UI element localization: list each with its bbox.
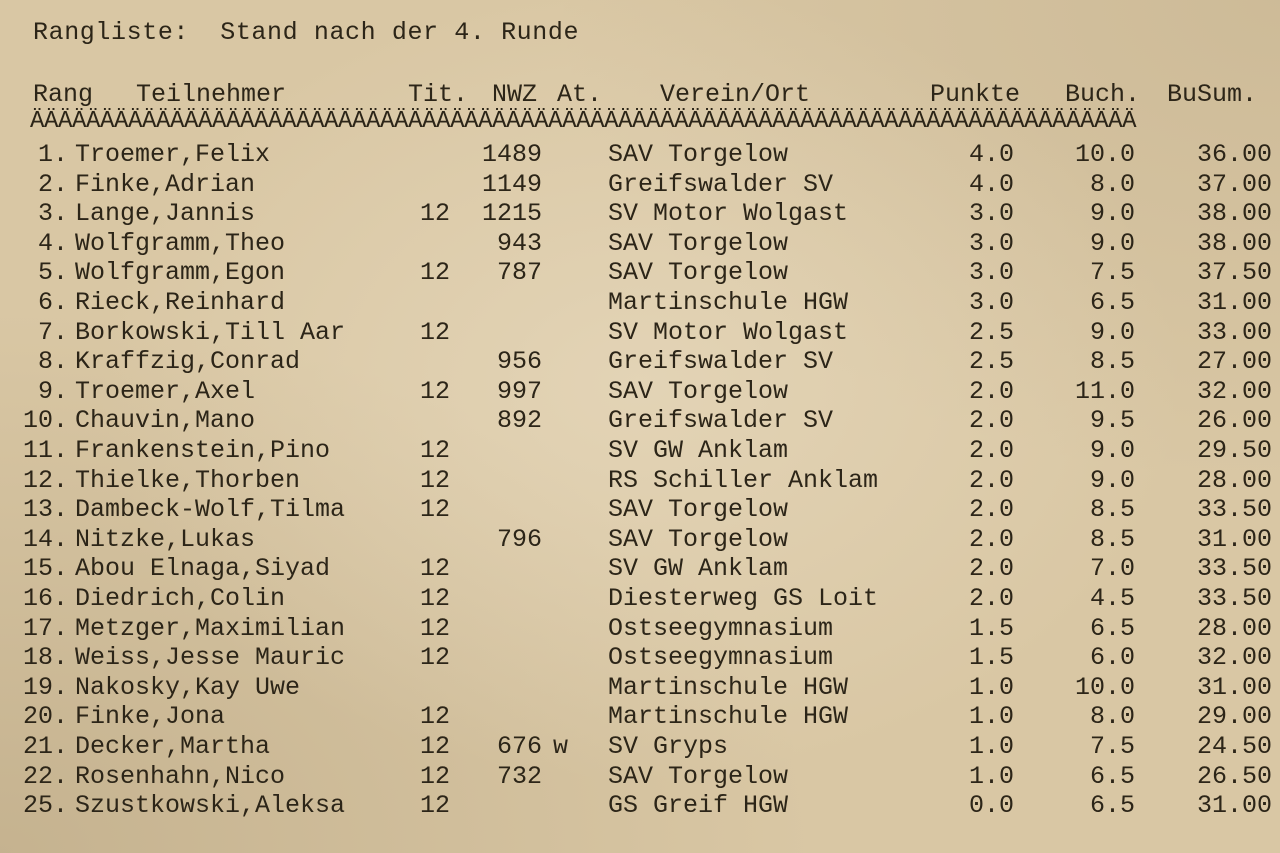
participant-name-cell: Chauvin,Mano xyxy=(75,406,256,436)
club-cell: Martinschule HGW xyxy=(608,288,849,317)
table-row xyxy=(0,170,1280,200)
points-cell: 1.0 xyxy=(968,732,1014,761)
club-cell: SAV Torgelow xyxy=(608,495,789,525)
table-row xyxy=(0,732,1280,762)
club-cell: Diesterweg GS Loit xyxy=(608,584,879,613)
participant-name-cell: Rieck,Reinhard xyxy=(75,288,286,317)
title-cell: 12 xyxy=(420,732,451,761)
table-row xyxy=(0,495,1280,525)
title-cell: 12 xyxy=(420,643,451,673)
club-cell: Greifswalder SV xyxy=(608,347,834,377)
participant-name-cell: Troemer,Axel xyxy=(75,376,256,406)
participant-name-cell: Weiss,Jesse Mauric xyxy=(75,643,346,673)
buchholz-cell: 9.0 xyxy=(1089,228,1135,258)
rating-cell: 787 xyxy=(496,258,542,288)
points-cell: 2.0 xyxy=(968,376,1014,406)
rank-cell: 4. xyxy=(37,228,68,258)
buchholz-sum-cell: 32.00 xyxy=(1196,643,1272,673)
points-cell: 3.0 xyxy=(968,258,1014,288)
header-divider: ÄÄÄÄÄÄÄÄÄÄÄÄÄÄÄÄÄÄÄÄÄÄÄÄÄÄÄÄÄÄÄÄÄÄÄÄÄÄÄÄÄÄÄÄÄÄÄÄÄÄÄÄÄÄÄÄÄÄÄÄÄÄÄÄÄÄÄÄÄÄÄÄÄÄÄÄÄÄÄ xyxy=(30,108,1137,135)
club-cell: SAV Torgelow xyxy=(608,258,789,288)
table-row xyxy=(0,554,1280,584)
buchholz-sum-cell: 38.00 xyxy=(1196,199,1272,229)
buchholz-cell: 6.5 xyxy=(1089,791,1135,821)
rank-cell: 1. xyxy=(37,140,68,169)
club-cell: Greifswalder SV xyxy=(608,406,834,436)
participant-name-cell: Frankenstein,Pino xyxy=(75,436,331,465)
points-cell: 4.0 xyxy=(968,169,1014,199)
title-cell: 12 xyxy=(420,495,451,525)
buchholz-cell: 6.5 xyxy=(1089,288,1135,317)
buchholz-sum-cell: 37.00 xyxy=(1196,169,1272,199)
participant-name-cell: Diedrich,Colin xyxy=(75,584,286,613)
rank-cell: 3. xyxy=(37,199,68,229)
table-row xyxy=(0,762,1280,792)
club-cell: GS Greif HGW xyxy=(608,791,789,821)
points-cell: 2.0 xyxy=(968,584,1014,613)
rank-cell: 17. xyxy=(22,613,68,643)
buchholz-cell: 8.5 xyxy=(1089,347,1135,377)
table-row xyxy=(0,199,1280,229)
buchholz-cell: 4.5 xyxy=(1089,584,1135,613)
points-cell: 1.0 xyxy=(968,761,1014,791)
rank-cell: 15. xyxy=(22,554,68,584)
title-cell: 12 xyxy=(420,613,451,643)
points-cell: 3.0 xyxy=(968,228,1014,258)
buchholz-sum-cell: 33.00 xyxy=(1196,317,1272,347)
buchholz-cell: 9.0 xyxy=(1089,436,1135,465)
rating-cell: 1149 xyxy=(481,169,542,199)
rating-cell: 1215 xyxy=(481,199,542,229)
buchholz-cell: 8.0 xyxy=(1089,169,1135,199)
buchholz-cell: 10.0 xyxy=(1074,672,1135,702)
buchholz-cell: 8.0 xyxy=(1089,702,1135,732)
buchholz-cell: 7.5 xyxy=(1089,732,1135,761)
participant-name-cell: Dambeck-Wolf,Tilma xyxy=(75,495,346,525)
header-at: At. xyxy=(557,80,603,109)
club-cell: SV Motor Wolgast xyxy=(608,317,849,347)
participant-name-cell: Abou Elnaga,Siyad xyxy=(75,554,331,584)
points-cell: 0.0 xyxy=(968,791,1014,821)
buchholz-sum-cell: 36.00 xyxy=(1196,140,1272,169)
buchholz-sum-cell: 33.50 xyxy=(1196,584,1272,613)
table-row xyxy=(0,258,1280,288)
table-row xyxy=(0,436,1280,466)
buchholz-sum-cell: 24.50 xyxy=(1196,732,1272,761)
buchholz-cell: 11.0 xyxy=(1074,376,1135,406)
rank-cell: 13. xyxy=(22,495,68,525)
buchholz-sum-cell: 28.00 xyxy=(1196,613,1272,643)
title-cell: 12 xyxy=(420,554,451,584)
table-row xyxy=(0,614,1280,644)
rank-cell: 11. xyxy=(22,436,68,465)
participant-name-cell: Rosenhahn,Nico xyxy=(75,761,286,791)
buchholz-cell: 8.5 xyxy=(1089,495,1135,525)
points-cell: 2.5 xyxy=(968,347,1014,377)
buchholz-cell: 8.5 xyxy=(1089,524,1135,554)
buchholz-cell: 6.5 xyxy=(1089,761,1135,791)
club-cell: Greifswalder SV xyxy=(608,169,834,199)
points-cell: 3.0 xyxy=(968,288,1014,317)
header-nwz: NWZ xyxy=(492,80,538,109)
title-cell: 12 xyxy=(420,465,451,495)
club-cell: SAV Torgelow xyxy=(608,524,789,554)
rank-cell: 5. xyxy=(37,258,68,288)
title-cell: 12 xyxy=(420,791,451,821)
buchholz-cell: 6.0 xyxy=(1089,643,1135,673)
club-cell: Martinschule HGW xyxy=(608,702,849,732)
table-row xyxy=(0,347,1280,377)
points-cell: 2.0 xyxy=(968,524,1014,554)
participant-name-cell: Borkowski,Till Aar xyxy=(75,317,346,347)
club-cell: SAV Torgelow xyxy=(608,376,789,406)
club-cell: SV Gryps xyxy=(608,732,729,761)
table-row xyxy=(0,791,1280,821)
table-row xyxy=(0,466,1280,496)
title-cell: 12 xyxy=(420,317,451,347)
participant-name-cell: Nitzke,Lukas xyxy=(75,524,256,554)
buchholz-sum-cell: 31.00 xyxy=(1196,791,1272,821)
points-cell: 2.0 xyxy=(968,465,1014,495)
club-cell: Martinschule HGW xyxy=(608,672,849,702)
club-cell: SAV Torgelow xyxy=(608,140,789,169)
table-row xyxy=(0,702,1280,732)
participant-name-cell: Thielke,Thorben xyxy=(75,465,301,495)
rating-cell: 732 xyxy=(496,761,542,791)
header-verein: Verein/Ort xyxy=(660,80,811,109)
rating-cell: 796 xyxy=(496,524,542,554)
buchholz-sum-cell: 33.50 xyxy=(1196,554,1272,584)
rank-cell: 20. xyxy=(22,702,68,732)
club-cell: SAV Torgelow xyxy=(608,228,789,258)
rating-cell: 892 xyxy=(496,406,542,436)
title-cell: 12 xyxy=(420,436,451,465)
buchholz-sum-cell: 32.00 xyxy=(1196,376,1272,406)
rank-cell: 10. xyxy=(22,406,68,436)
points-cell: 2.0 xyxy=(968,436,1014,465)
rating-cell: 997 xyxy=(496,376,542,406)
table-row xyxy=(0,673,1280,703)
table-row xyxy=(0,229,1280,259)
club-cell: RS Schiller Anklam xyxy=(608,465,879,495)
rank-cell: 9. xyxy=(37,376,68,406)
table-row xyxy=(0,406,1280,436)
table-row xyxy=(0,318,1280,348)
title-cell: 12 xyxy=(420,584,451,613)
club-cell: SV Motor Wolgast xyxy=(608,199,849,229)
points-cell: 2.0 xyxy=(968,495,1014,525)
header-busum: BuSum. xyxy=(1167,80,1258,109)
points-cell: 1.0 xyxy=(968,672,1014,702)
participant-name-cell: Metzger,Maximilian xyxy=(75,613,346,643)
buchholz-sum-cell: 26.00 xyxy=(1196,406,1272,436)
buchholz-cell: 7.0 xyxy=(1089,554,1135,584)
points-cell: 2.0 xyxy=(968,554,1014,584)
header-punkte: Punkte xyxy=(930,80,1021,109)
participant-name-cell: Decker,Martha xyxy=(75,732,271,761)
header-buch: Buch. xyxy=(1065,80,1141,109)
buchholz-sum-cell: 33.50 xyxy=(1196,495,1272,525)
participant-name-cell: Finke,Jona xyxy=(75,702,226,732)
title-cell: 12 xyxy=(420,702,451,732)
club-cell: SAV Torgelow xyxy=(608,761,789,791)
title-cell: 12 xyxy=(420,761,451,791)
participant-name-cell: Nakosky,Kay Uwe xyxy=(75,672,301,702)
rank-cell: 19. xyxy=(22,672,68,702)
rank-cell: 14. xyxy=(22,524,68,554)
points-cell: 1.0 xyxy=(968,702,1014,732)
club-cell: Ostseegymnasium xyxy=(608,643,834,673)
rating-cell: 943 xyxy=(496,228,542,258)
buchholz-cell: 6.5 xyxy=(1089,613,1135,643)
buchholz-sum-cell: 27.00 xyxy=(1196,347,1272,377)
points-cell: 1.5 xyxy=(968,613,1014,643)
rank-cell: 21. xyxy=(22,732,68,761)
buchholz-cell: 9.0 xyxy=(1089,317,1135,347)
points-cell: 3.0 xyxy=(968,199,1014,229)
buchholz-sum-cell: 29.00 xyxy=(1196,702,1272,732)
buchholz-sum-cell: 26.50 xyxy=(1196,761,1272,791)
table-row xyxy=(0,288,1280,318)
participant-name-cell: Finke,Adrian xyxy=(75,169,256,199)
buchholz-sum-cell: 38.00 xyxy=(1196,228,1272,258)
table-row xyxy=(0,140,1280,170)
table-row xyxy=(0,643,1280,673)
club-cell: SV GW Anklam xyxy=(608,554,789,584)
rank-cell: 2. xyxy=(37,169,68,199)
rank-cell: 6. xyxy=(37,288,68,317)
title-cell: 12 xyxy=(420,376,451,406)
header-teilnehmer: Teilnehmer xyxy=(136,80,287,109)
rank-cell: 25. xyxy=(22,791,68,821)
buchholz-sum-cell: 37.50 xyxy=(1196,258,1272,288)
rating-cell: 1489 xyxy=(481,140,542,169)
buchholz-cell: 9.0 xyxy=(1089,465,1135,495)
points-cell: 2.0 xyxy=(968,406,1014,436)
table-row xyxy=(0,377,1280,407)
participant-name-cell: Lange,Jannis xyxy=(75,199,256,229)
rank-cell: 22. xyxy=(22,761,68,791)
participant-name-cell: Wolfgramm,Egon xyxy=(75,258,286,288)
participant-name-cell: Szustkowski,Aleksa xyxy=(75,791,346,821)
participant-name-cell: Troemer,Felix xyxy=(75,140,271,169)
rank-cell: 12. xyxy=(22,465,68,495)
rating-cell: 956 xyxy=(496,347,542,377)
buchholz-cell: 10.0 xyxy=(1074,140,1135,169)
club-cell: SV GW Anklam xyxy=(608,436,789,465)
club-cell: Ostseegymnasium xyxy=(608,613,834,643)
rank-cell: 8. xyxy=(37,347,68,377)
rank-cell: 16. xyxy=(22,584,68,613)
points-cell: 2.5 xyxy=(968,317,1014,347)
rating-cell: 676 xyxy=(496,732,542,761)
buchholz-cell: 7.5 xyxy=(1089,258,1135,288)
buchholz-sum-cell: 31.00 xyxy=(1196,524,1272,554)
header-rang: Rang xyxy=(33,80,94,109)
page-title: Rangliste: Stand nach der 4. Runde xyxy=(33,18,580,47)
rank-cell: 7. xyxy=(37,317,68,347)
title-cell: 12 xyxy=(420,199,451,229)
buchholz-sum-cell: 28.00 xyxy=(1196,465,1272,495)
table-row xyxy=(0,584,1280,614)
points-cell: 1.5 xyxy=(968,643,1014,673)
attribute-cell: w xyxy=(553,732,569,761)
table-row xyxy=(0,525,1280,555)
participant-name-cell: Wolfgramm,Theo xyxy=(75,228,286,258)
participant-name-cell: Kraffzig,Conrad xyxy=(75,347,301,377)
buchholz-cell: 9.5 xyxy=(1089,406,1135,436)
buchholz-sum-cell: 31.00 xyxy=(1196,288,1272,317)
buchholz-cell: 9.0 xyxy=(1089,199,1135,229)
title-cell: 12 xyxy=(420,258,451,288)
buchholz-sum-cell: 29.50 xyxy=(1196,436,1272,465)
points-cell: 4.0 xyxy=(968,140,1014,169)
buchholz-sum-cell: 31.00 xyxy=(1196,672,1272,702)
header-tit: Tit. xyxy=(408,80,469,109)
rank-cell: 18. xyxy=(22,643,68,673)
